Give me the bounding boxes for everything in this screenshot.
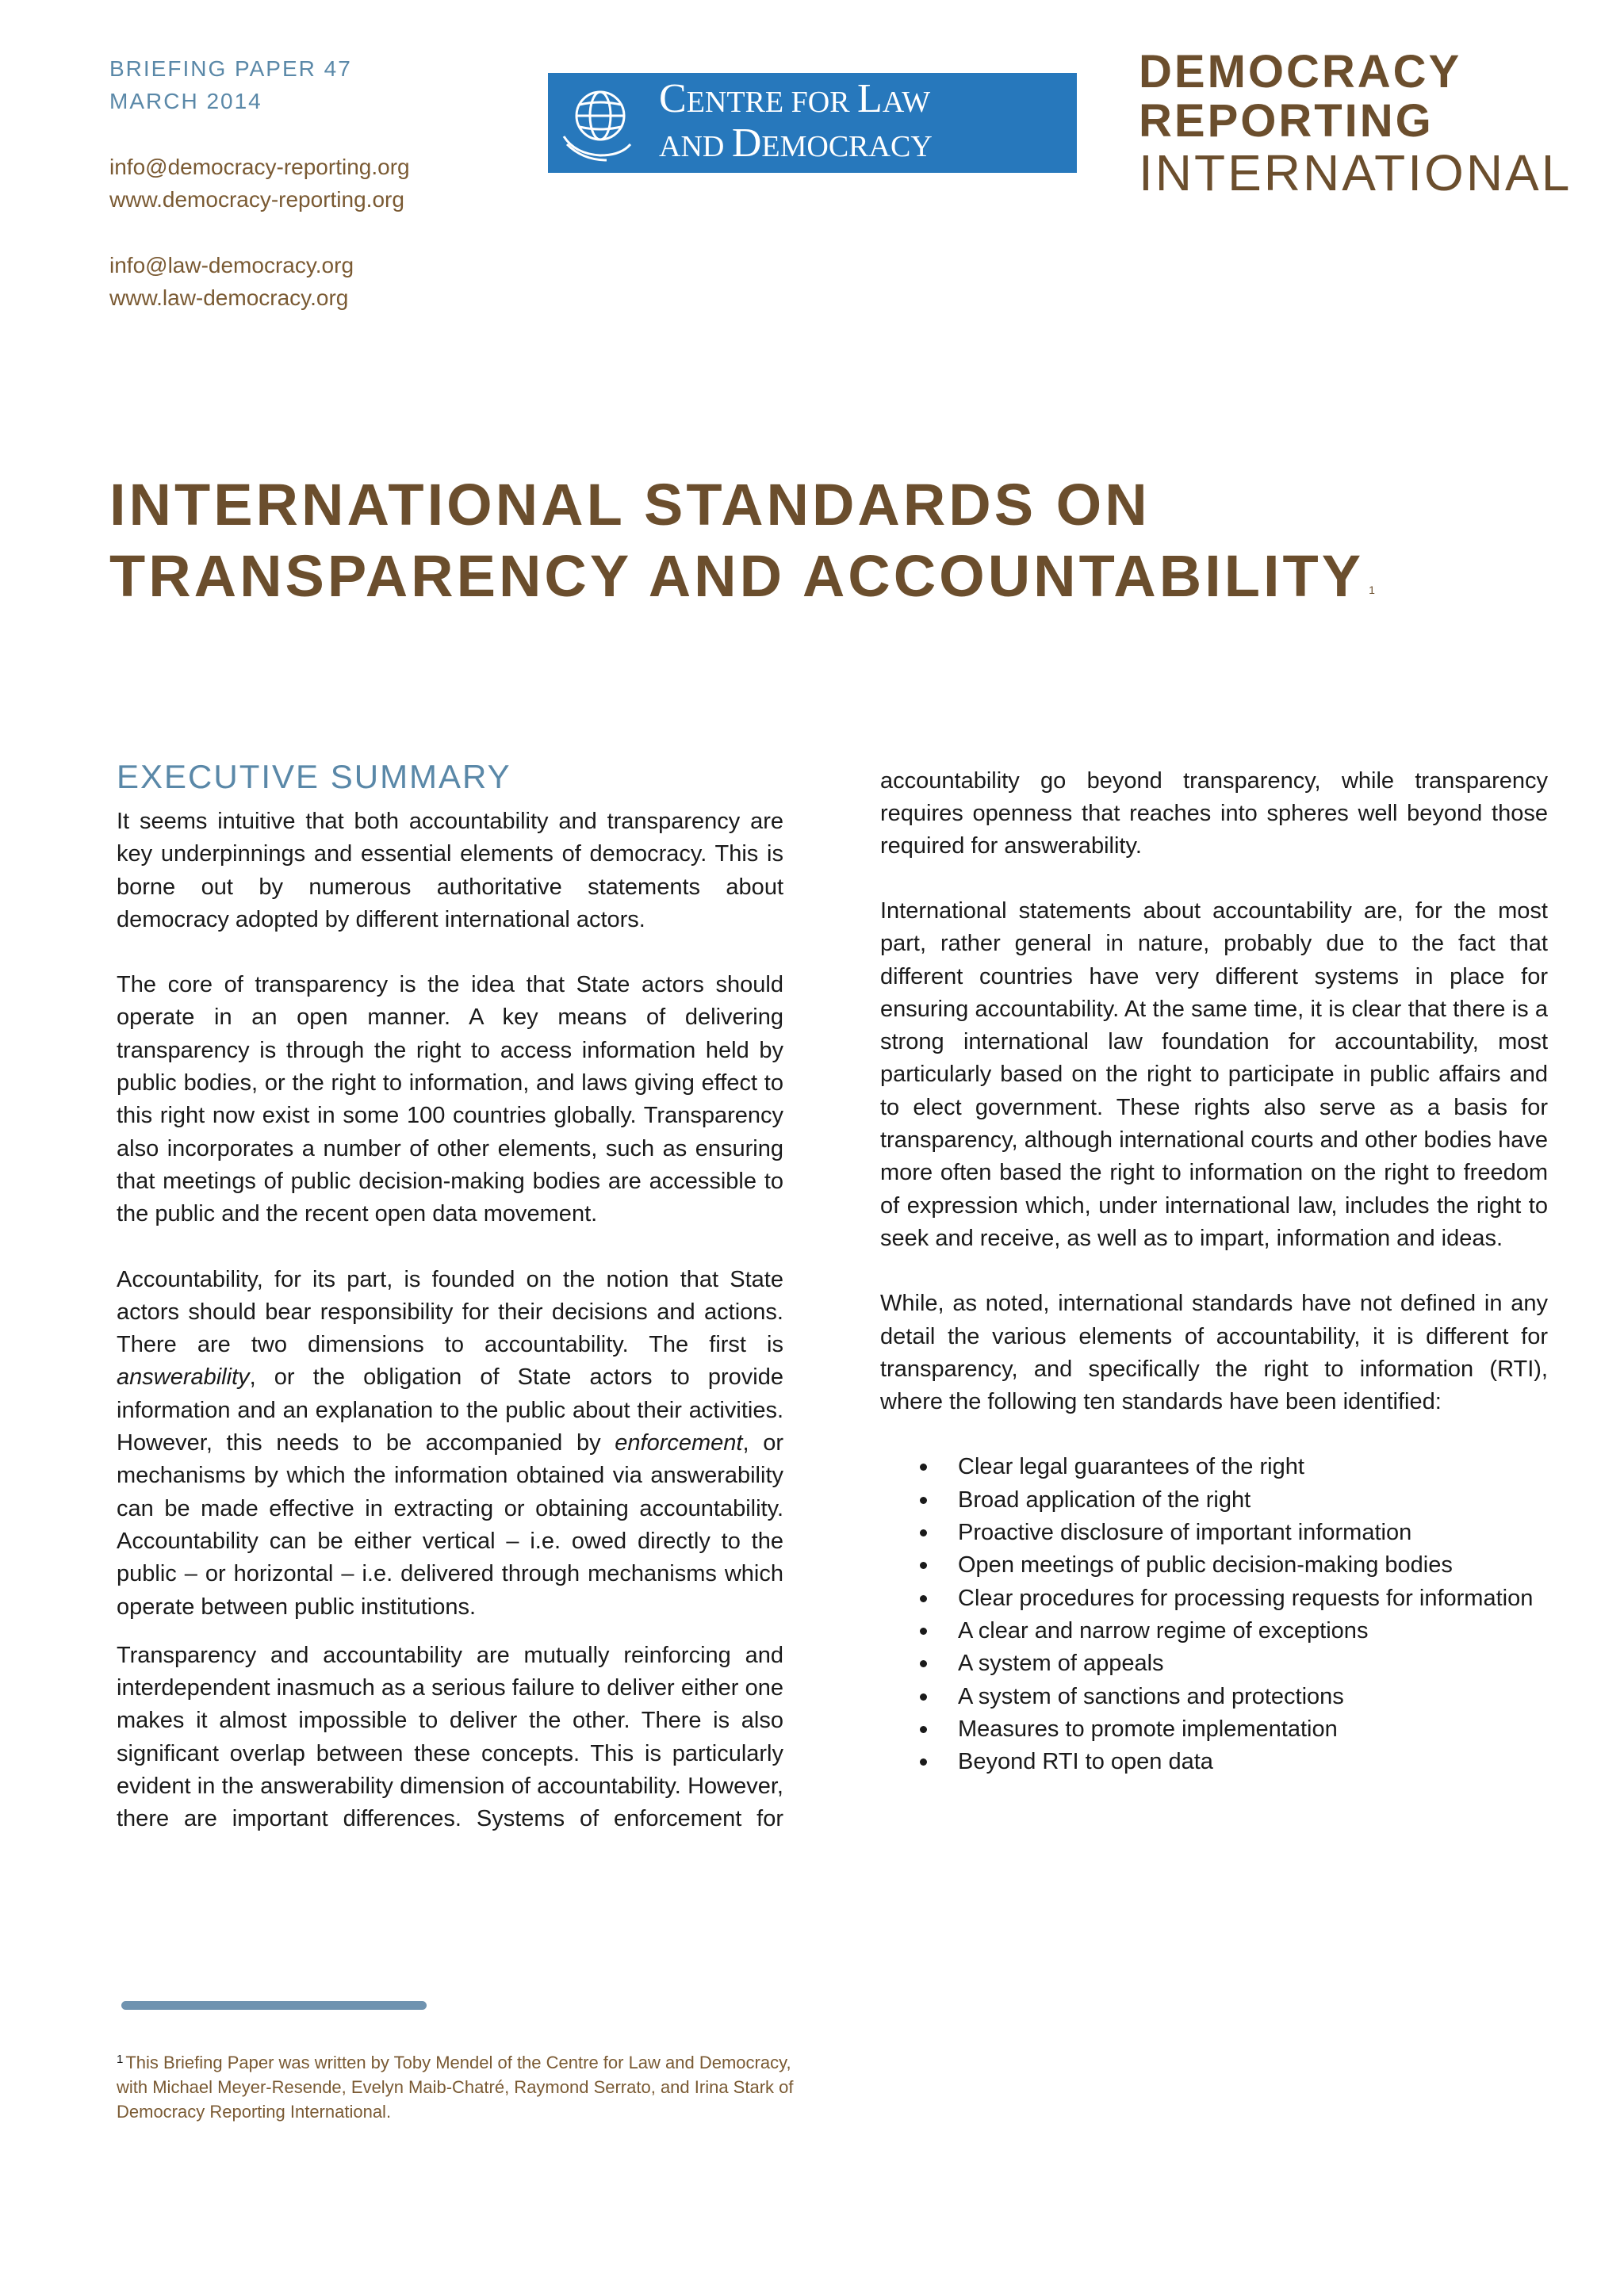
cld-logo-text: CENTRE FOR LAW AND DEMOCRACY [659, 76, 933, 166]
title-line-1: INTERNATIONAL STANDARDS ON [109, 472, 1151, 538]
list-item: A system of appeals [880, 1647, 1548, 1680]
term-answerability: answerability [117, 1364, 250, 1391]
footnote-mark: 1 [117, 2053, 124, 2066]
dri-logo-line3: INTERNATIONAL [1139, 144, 1572, 201]
briefing-number: BRIEFING PAPER 47 [109, 56, 352, 81]
contact-email-dri[interactable]: info@democracy-reporting.org [109, 155, 410, 179]
right-column [880, 764, 1548, 1778]
globe-hands-icon [559, 81, 635, 165]
contact-website-dri[interactable]: www.democracy-reporting.org [109, 187, 404, 212]
left-column [117, 758, 783, 1835]
title-line-2: TRANSPARENCY AND ACCOUNTABILITY $^1$ [109, 543, 1375, 609]
list-item: A clear and narrow regime of exceptions [880, 1615, 1548, 1647]
section-heading-executive-summary: EXECUTIVE SUMMARY [117, 758, 511, 795]
term-enforcement: enforcement [615, 1430, 743, 1456]
rti-standards-list [880, 1451, 1548, 1778]
list-item: Clear procedures for processing requests for information [880, 1582, 1548, 1615]
footnote-divider [121, 2001, 427, 2010]
footnote-text: This Briefing Paper was written by Toby Mendel of the Centre for Law and Democracy, with Michael Meyer-Resende, Evelyn Maib-Chatré, Raymond Serrato, and Irina Stark of Democracy Reporting International. [117, 2053, 794, 2122]
list-item: Open meetings of public decision-making bodies [880, 1549, 1548, 1582]
list-item: A system of sanctions and protections [880, 1681, 1548, 1713]
cld-logo [548, 73, 1077, 173]
header-meta [109, 52, 410, 314]
paragraph-accountability: Accountability, for its part, is founded on the notion that State actors should bear responsibility for their decisions and actions. There are two dimensions to accountability. The first is answerability, or the obligation of State actors to provide information and an explanation to the public about their activities. However, this needs to be accompanied by enforcement, or mechanisms by which the information obtained via answerability can be made effective in extracting or obtaining accountability. Accountability can be either vertical – i.e. owed directly to the public – or horizontal – i.e. delivered through mechanisms which operate between public institutions. [117, 1266, 783, 1620]
paragraph-rti-standards: While, as noted, international standards have not defined in any detail the various elements of accountability, it is different for transparency, and specifically the right to information (RTI), where the following ten standards have been identified: [880, 1291, 1548, 1415]
publication-date: MARCH 2014 [109, 89, 262, 113]
paragraph-interdependence-continued [880, 764, 1548, 863]
document-title [109, 469, 1537, 626]
continued-text: accountability go beyond transparency, while transparency requires openness that reaches into spheres well beyond those required for answerability. [880, 767, 1548, 859]
list-item: Broad application of the right [880, 1484, 1548, 1517]
footnote [117, 2047, 799, 2124]
list-item: Proactive disclosure of important information [880, 1517, 1548, 1549]
contact-email-cld[interactable]: info@law-democracy.org [109, 253, 354, 277]
dri-logo-line2: REPORTING [1139, 95, 1434, 147]
contact-website-cld[interactable]: www.law-democracy.org [109, 285, 349, 310]
list-item: Measures to promote implementation [880, 1713, 1548, 1746]
dri-logo [1139, 48, 1572, 200]
paragraph-intro: It seems intuitive that both accountability and transparency are key underpinnings and essential elements of democracy. This is borne out by numerous authoritative statements about democracy adopted by different international actors. [117, 809, 783, 932]
dri-logo-line1: DEMOCRACY [1139, 46, 1462, 98]
list-item: Clear legal guarantees of the right [880, 1451, 1548, 1483]
paragraph-transparency: The core of transparency is the idea that State actors should operate in an open manner. A key means of delivering transparency is through the right to access information held by public bodies, or the right to information, and laws giving effect to this right now exist in some 100 countries globally. Transparency also incorporates a number of other elements, such as ensuring that meetings of public decision-making bodies are accessible to the public and the recent open data movement. [117, 972, 783, 1227]
title-footnote-ref[interactable]: 1 [1369, 584, 1375, 596]
list-item: Beyond RTI to open data [880, 1746, 1548, 1778]
paragraph-interdependence: Transparency and accountability are mutually reinforcing and interdependent inasmuch as a serious failure to deliver either one makes it almost impossible to deliver the other. There is also significant overlap between these concepts. This is particularly evident in the answerability dimension of accountability. However, there are important differences. Systems of enforcement for [117, 1642, 783, 1832]
paragraph-international-statements: International statements about accountability are, for the most part, rather general in nature, probably due to the fact that different countries have very different systems in place for ensuring accountability. At the same time, it is clear that there is a strong international law foundation for accountability, most particularly based on the right to participate in public affairs and to elect government. These rights also serve as a basis for transparency, although international courts and other bodies have more often based the right to information on the right to freedom of expression which, under international law, includes the right to seek and receive, as well as to impart, information and ideas. [880, 898, 1548, 1251]
